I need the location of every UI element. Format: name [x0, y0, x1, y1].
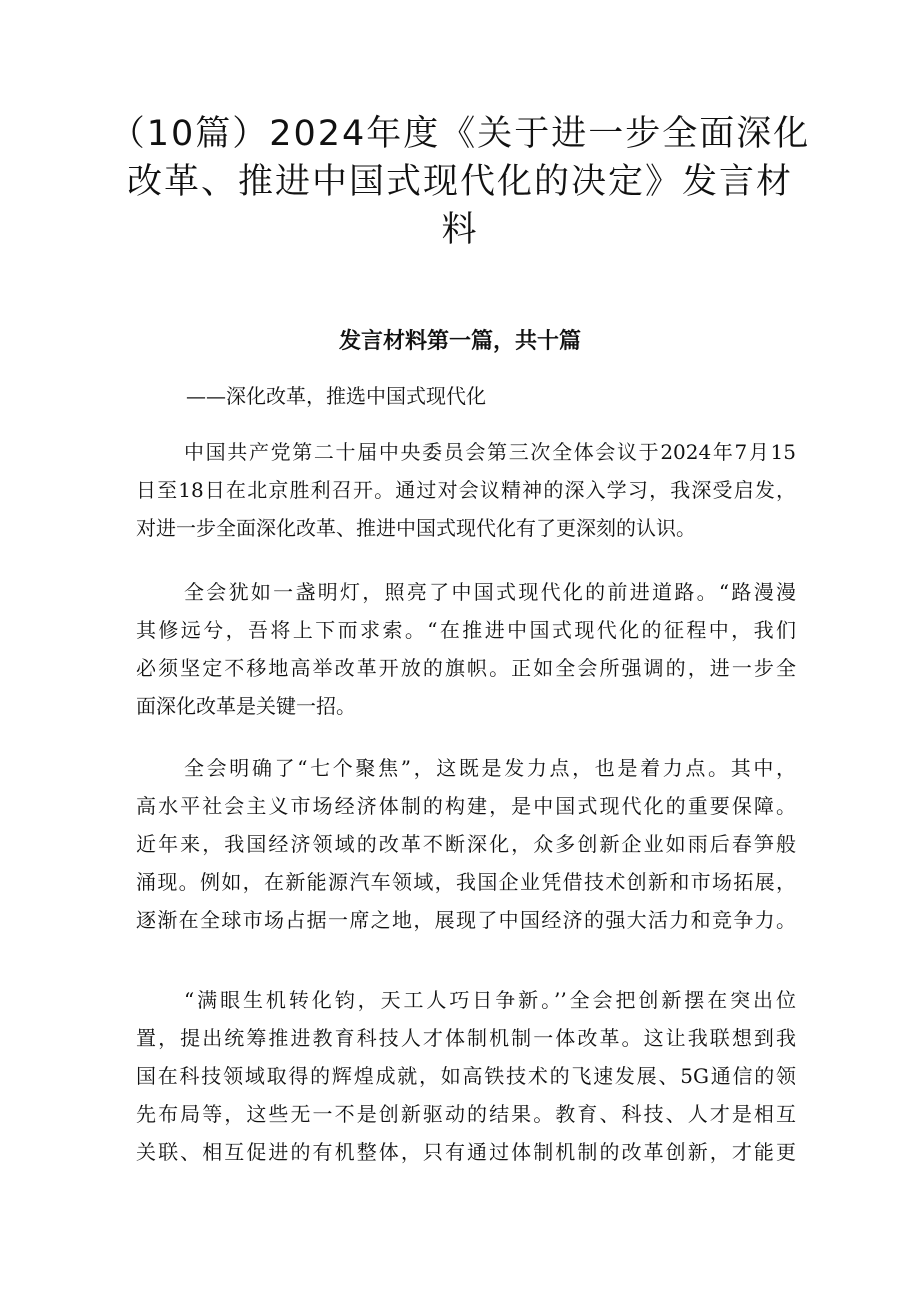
paragraph-line: “满眼生机转化钧，天工人巧日争新。’’全会把创新摆在突出位 — [184, 988, 796, 1012]
paragraph-line: 先布局等，这些无一不是创新驱动的结果。教育、科技、人才是相互 — [136, 1102, 796, 1126]
paragraph-line: 全会明确了“七个聚焦”，这既是发力点，也是着力点。其中， — [184, 756, 796, 780]
section-heading: 发言材料第一篇，共十篇 — [338, 329, 581, 354]
paragraph — [136, 749, 796, 939]
paragraph — [136, 433, 796, 547]
paragraph-line: 国在科技领域取得的辉煌成就，如高铁技术的飞速发展、5G通信的领 — [136, 1064, 796, 1088]
title-line: 改革、推进中国式现代化的决定》发言材 — [126, 162, 793, 202]
paragraph-line: 置，提出统筹推进教育科技人才体制机制一体改革。这让我联想到我 — [136, 1026, 796, 1050]
paragraph-line: 日至18日在北京胜利召开。通过对会议精神的深入学习，我深受启发， — [136, 478, 796, 502]
title-line: （10篇）2024年度《关于进一步全面深化 — [109, 114, 811, 154]
paragraph-line: 逐渐在全球市场占据一席之地，展现了中国经济的强大活力和竞争力。 — [136, 908, 796, 932]
title-line: 料 — [441, 210, 479, 250]
paragraph-line: 对进一步全面深化改革、推进中国式现代化有了更深刻的认识。 — [136, 516, 696, 540]
paragraph-line: 必须坚定不移地高举改革开放的旗帜。正如全会所强调的，进一步全 — [136, 656, 796, 680]
paragraph-line: 其修远兮，吾将上下而求索。“在推进中国式现代化的征程中，我们 — [136, 618, 796, 642]
paragraph-line: 面深化改革是关键一招。 — [136, 694, 356, 718]
document-title — [0, 110, 920, 254]
paragraph-line: 近年来，我国经济领域的改革不断深化，众多创新企业如雨后春笋般 — [136, 832, 796, 856]
paragraph — [136, 573, 796, 725]
paragraph-line: 全会犹如一盏明灯，照亮了中国式现代化的前进道路。“路漫漫 — [184, 580, 796, 604]
paragraph-line: 涌现。例如，在新能源汽车领域，我国企业凭借技术创新和市场拓展， — [136, 870, 796, 894]
paragraph — [136, 981, 796, 1171]
paragraph-line: 中国共产党第二十届中央委员会第三次全体会议于2024年7月15 — [184, 440, 796, 464]
paragraph-line: 高水平社会主义市场经济体制的构建，是中国式现代化的重要保障。 — [136, 794, 796, 818]
subtitle: ——深化改革，推选中国式现代化 — [186, 384, 486, 408]
paragraph-line: 关联、相互促进的有机整体，只有通过体制机制的改革创新，才能更 — [136, 1140, 796, 1164]
